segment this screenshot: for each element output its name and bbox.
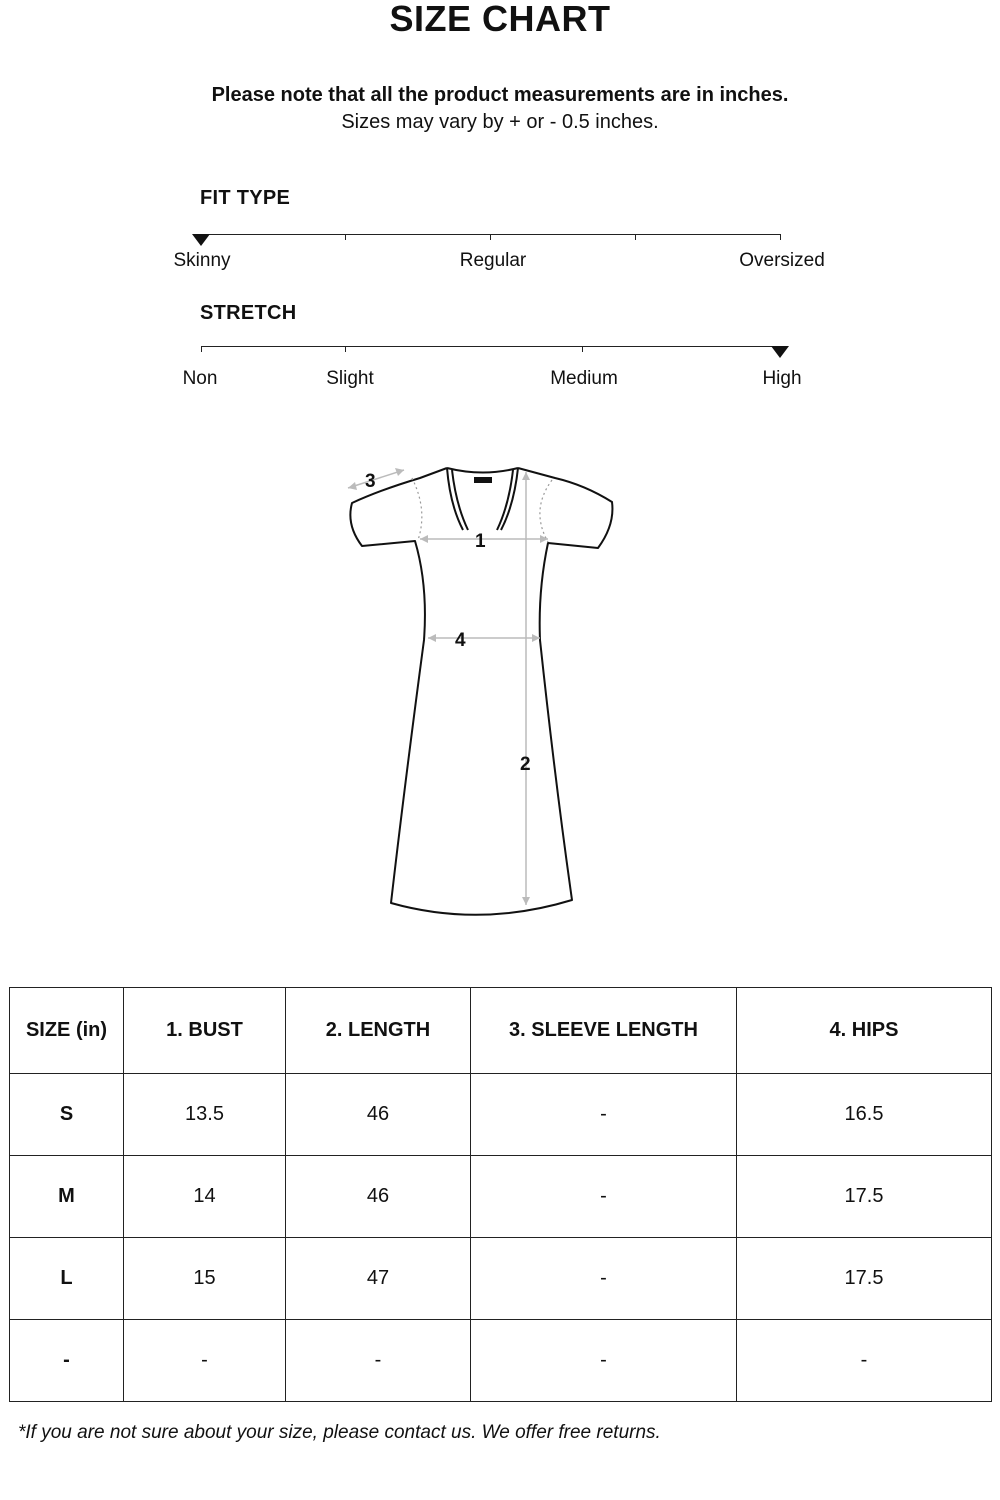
variance-note: Sizes may vary by + or - 0.5 inches. — [341, 111, 659, 133]
page-title: SIZE CHART — [389, 0, 611, 39]
stretch-label-non: Non — [182, 368, 218, 389]
header-hips: 4. HIPS — [737, 988, 992, 1074]
fit-type-tick — [635, 234, 636, 240]
fit-type-label-oversized: Oversized — [739, 250, 825, 271]
dress-diagram — [330, 455, 630, 925]
bust-cell: 15 — [124, 1238, 286, 1320]
table-header-row — [10, 988, 992, 1074]
stretch-line — [201, 346, 781, 347]
fit-type-label-skinny: Skinny — [173, 250, 231, 271]
table-row — [10, 1320, 992, 1402]
size-cell: M — [10, 1156, 124, 1238]
hips-cell: - — [737, 1320, 992, 1402]
stretch-label-high: High — [762, 368, 802, 389]
hips-cell: 16.5 — [737, 1074, 992, 1156]
sleeve-length-cell: - — [471, 1156, 737, 1238]
measurement-note: Please note that all the product measurements are in inches. — [211, 84, 789, 106]
neck-label — [474, 477, 492, 483]
length-cell: 46 — [286, 1074, 471, 1156]
stretch-tick — [582, 346, 583, 352]
length-cell: 47 — [286, 1238, 471, 1320]
fit-type-line — [201, 234, 781, 235]
length-cell: 46 — [286, 1156, 471, 1238]
stretch-title: STRETCH — [200, 302, 297, 324]
sleeve-length-cell: - — [471, 1074, 737, 1156]
stretch-label-slight: Slight — [326, 368, 374, 389]
stretch-marker — [771, 346, 789, 358]
stretch-tick — [201, 346, 202, 352]
fit-type-marker — [192, 234, 210, 246]
fit-type-tick — [345, 234, 346, 240]
size-cell: - — [10, 1320, 124, 1402]
diagram-label-3: 3 — [365, 471, 376, 492]
measurement-arrowheads — [348, 468, 548, 905]
sleeve-length-cell: - — [471, 1320, 737, 1402]
diagram-label-2: 2 — [520, 754, 531, 775]
fit-type-title: FIT TYPE — [200, 187, 291, 209]
diagram-label-4: 4 — [455, 630, 466, 651]
table-row — [10, 1238, 992, 1320]
table-row — [10, 1074, 992, 1156]
header-bust: 1. BUST — [124, 988, 286, 1074]
measurement-lines — [348, 470, 548, 905]
header-size: SIZE (in) — [10, 988, 124, 1074]
size-table — [9, 987, 992, 1402]
bust-cell: - — [124, 1320, 286, 1402]
header-sleeve-length: 3. SLEEVE LENGTH — [471, 988, 737, 1074]
diagram-label-1: 1 — [475, 531, 486, 552]
size-cell: S — [10, 1074, 124, 1156]
bust-cell: 14 — [124, 1156, 286, 1238]
left-armhole — [412, 478, 422, 540]
hips-cell: 17.5 — [737, 1156, 992, 1238]
size-cell: L — [10, 1238, 124, 1320]
bust-cell: 13.5 — [124, 1074, 286, 1156]
table-row — [10, 1156, 992, 1238]
right-armhole — [540, 480, 552, 542]
fit-type-tick — [490, 234, 491, 240]
fit-type-tick — [780, 234, 781, 240]
header-length: 2. LENGTH — [286, 988, 471, 1074]
sleeve-length-cell: - — [471, 1238, 737, 1320]
length-cell: - — [286, 1320, 471, 1402]
footnote: *If you are not sure about your size, please contact us. We offer free returns. — [18, 1422, 661, 1443]
hips-cell: 17.5 — [737, 1238, 992, 1320]
stretch-tick — [345, 346, 346, 352]
stretch-label-medium: Medium — [550, 368, 618, 389]
fit-type-label-regular: Regular — [459, 250, 527, 271]
